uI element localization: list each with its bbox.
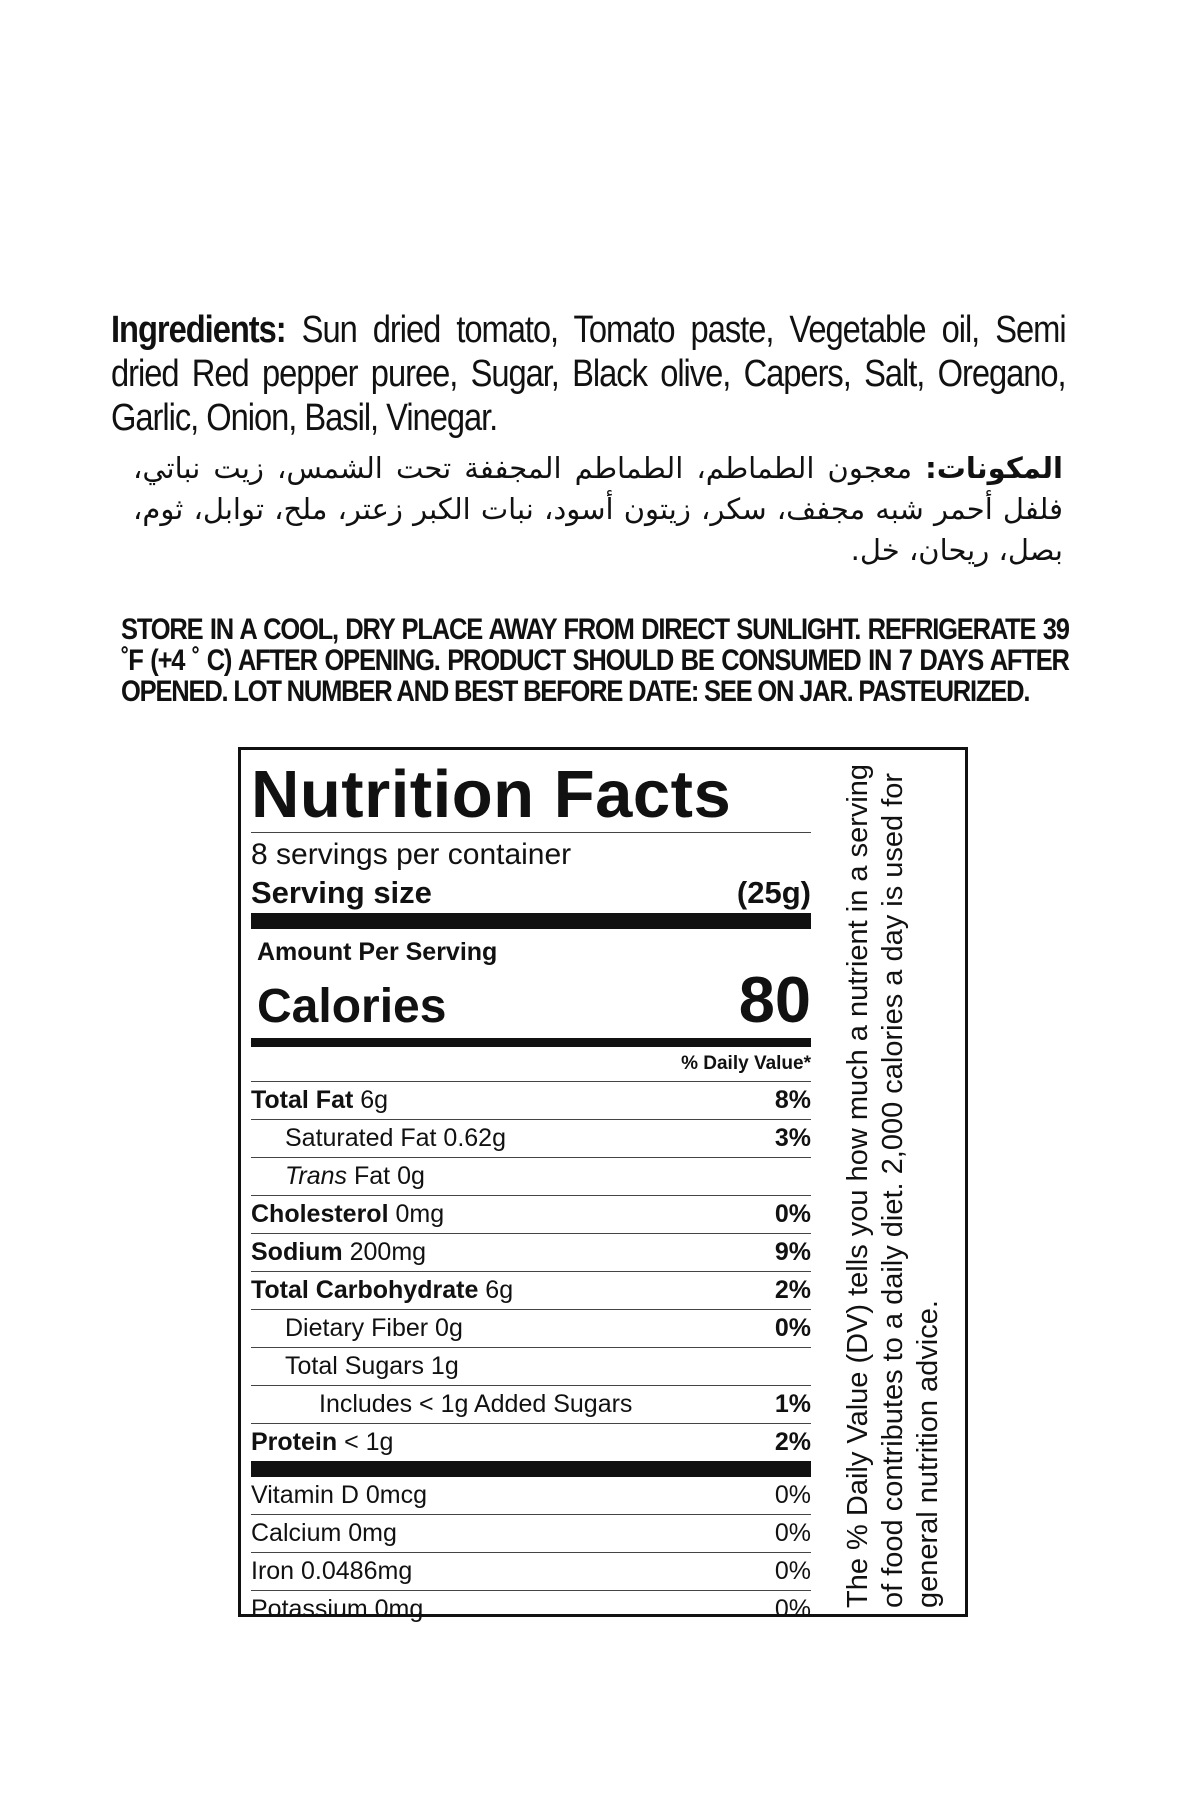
nutrient-row-total-carbohydrate	[251, 1271, 811, 1309]
calories-value: 80	[738, 963, 811, 1036]
divider	[251, 832, 811, 833]
medium-divider	[251, 1038, 811, 1047]
ingredients-text	[111, 308, 1066, 440]
nutrient-row-added-sugars	[251, 1385, 811, 1423]
nutrient-amount: Saturated Fat 0.62g	[285, 1124, 506, 1152]
calories-label: Calories	[257, 980, 447, 1033]
nutrient-daily-value: 9%	[774, 1238, 811, 1266]
nutrient-row-total-fat	[251, 1081, 811, 1119]
ingredients-label: Ingredients:	[111, 309, 286, 351]
nutrient-amount: Dietary Fiber 0g	[285, 1314, 463, 1342]
nutrient-daily-value: 2%	[774, 1428, 811, 1456]
nutrient-row-trans-fat	[251, 1157, 811, 1195]
vitamin-daily-value: 0%	[774, 1481, 811, 1509]
vitamin-row-potassium	[251, 1590, 811, 1628]
nutrient-row-protein	[251, 1423, 811, 1461]
nutrient-amount: Includes < 1g Added Sugars	[319, 1390, 633, 1418]
nutrient-daily-value: 3%	[774, 1124, 811, 1152]
nutrient-amount: 6g	[478, 1276, 514, 1304]
vitamin-amount: Iron 0.0486mg	[251, 1557, 413, 1585]
nutrient-name: Protein	[251, 1428, 338, 1456]
nutrient-amount: Fat 0g	[347, 1162, 425, 1190]
nutrient-row-dietary-fiber	[251, 1309, 811, 1347]
nutrient-amount: 0mg	[388, 1200, 445, 1228]
vitamin-daily-value: 0%	[774, 1519, 811, 1547]
amount-per-serving: Amount Per Serving	[257, 938, 498, 966]
nutrition-facts-panel	[238, 747, 968, 1623]
nutrient-name: Total Carbohydrate	[251, 1276, 479, 1304]
arabic-ingredients-list: معجون الطماطم، الطماطم المجففة تحت الشمس، زيت نباتي، فلفل أحمر شبه مجفف، سكر، زيتون أسود، نبات الكبر زعتر، ملح، توابل، ثوم، بصل، ريحان، خل.	[133, 451, 1063, 567]
serving-size-label: Serving size	[251, 875, 432, 910]
nutrient-daily-value: 2%	[774, 1276, 811, 1304]
daily-value-header: % Daily Value*	[681, 1053, 811, 1074]
nutrient-row-sodium	[251, 1233, 811, 1271]
nutrient-amount: < 1g	[337, 1428, 394, 1456]
nutrient-name: Cholesterol	[251, 1200, 389, 1228]
vitamin-amount: Calcium 0mg	[251, 1519, 397, 1547]
nutrient-daily-value: 1%	[774, 1390, 811, 1418]
nutrient-row-saturated-fat	[251, 1119, 811, 1157]
vitamin-row-vitamin-d	[251, 1477, 811, 1514]
vitamin-daily-value: 0%	[774, 1595, 811, 1623]
vitamin-row-calcium	[251, 1514, 811, 1552]
nutrient-daily-value: 8%	[774, 1086, 811, 1114]
nutrient-amount: Total Sugars 1g	[285, 1352, 459, 1380]
serving-size-row	[251, 873, 811, 913]
thick-divider	[251, 1461, 811, 1477]
calories-row	[251, 963, 811, 1038]
nutrient-amount: 200mg	[342, 1238, 427, 1266]
ingredients-list: Sun dried tomato, Tomato paste, Vegetable oil, Semi dried Red pepper puree, Sugar, Black olive, Capers, Salt, Oregano, Garlic, Onion, Basil, Vinegar.	[111, 309, 1066, 439]
arabic-ingredients-label: المكونات:	[925, 451, 1063, 485]
nutrient-name: Sodium	[251, 1238, 343, 1266]
nutrient-daily-value: 0%	[774, 1314, 811, 1342]
vitamin-amount: Vitamin D 0mcg	[251, 1481, 427, 1509]
arabic-ingredients	[133, 448, 1063, 571]
servings-per-container: 8 servings per container	[251, 838, 572, 871]
nutrition-facts-title: Nutrition Facts	[251, 757, 732, 832]
nutrient-name: Total Fat	[251, 1086, 354, 1114]
vitamin-row-iron	[251, 1552, 811, 1590]
nutrition-facts-table	[251, 758, 811, 1628]
daily-value-footnote: The % Daily Value (DV) tells you how much a nutrient in a serving of food contributes to a daily diet. 2,000 calories a day is used for general nutrition advice.	[842, 763, 944, 1608]
vitamin-daily-value: 0%	[774, 1557, 811, 1585]
nutrient-amount: 6g	[353, 1086, 389, 1114]
serving-size-value: (25g)	[736, 875, 811, 910]
thick-divider	[251, 913, 811, 929]
nutrient-row-cholesterol	[251, 1195, 811, 1233]
nutrient-row-total-sugars	[251, 1347, 811, 1385]
storage-instructions: STORE IN A COOL, DRY PLACE AWAY FROM DIRECT SUNLIGHT. REFRIGERATE 39 ˚F (+4 ˚ C) AFTER OPENING. PRODUCT SHOULD BE CONSUMED IN 7 DAYS AFTER OPENED. LOT NUMBER AND BEST BEFORE DATE: SEE ON JAR. PASTEURIZED.	[121, 613, 1069, 708]
nutrient-daily-value: 0%	[774, 1200, 811, 1228]
vitamin-amount: Potassium 0mg	[251, 1595, 424, 1623]
nutrient-name: Trans	[285, 1162, 348, 1190]
